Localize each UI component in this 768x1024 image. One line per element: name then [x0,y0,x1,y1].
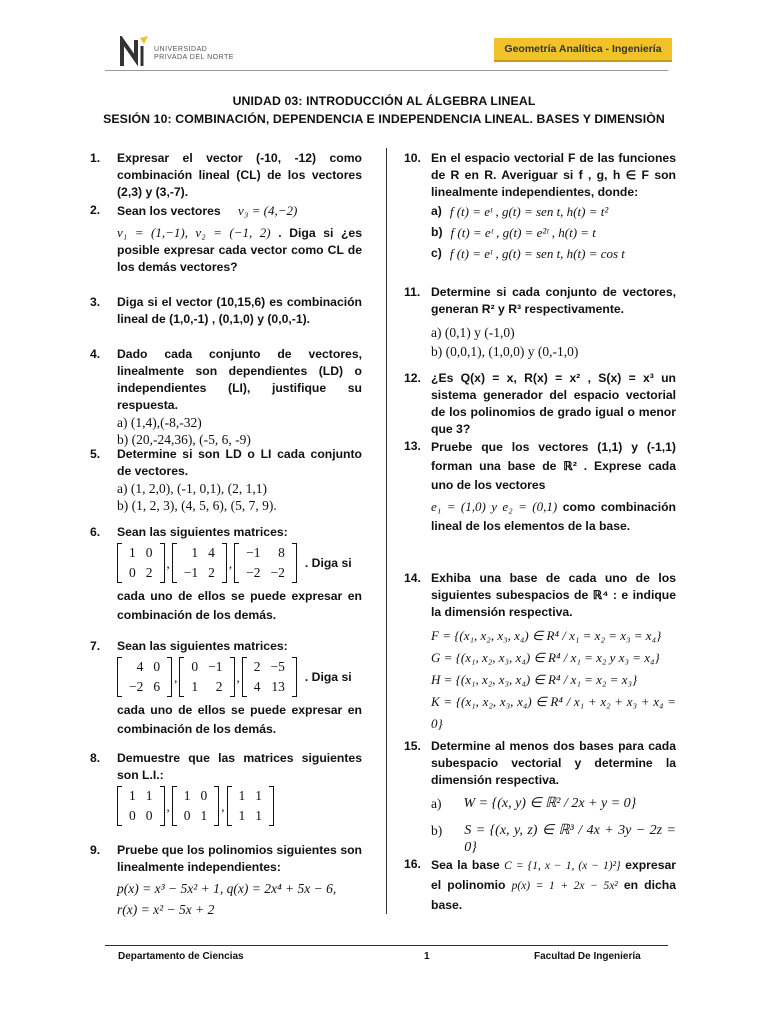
university-logo [120,36,240,70]
matrix-left-bracket [117,786,122,826]
matrix-entry: 0 [191,659,199,674]
polynomial-r: r(x) = x² − 5x + 2 [117,902,215,917]
exercise-5 [90,446,362,514]
exercise-number: 5. [90,447,101,461]
option-c: f (t) = eᵗ , g(t) = sen t, h(t) = cos t [449,246,625,261]
matrix-left-bracket [242,657,247,697]
matrix-3 [234,543,297,583]
exercise-number: 10. [404,151,421,165]
exercise-text: cada uno de ellos se puede expresar en combinación de los demás. [117,589,362,622]
exercise-text: Pruebe que los vectores (1,1) y (-1,1) forman una base de ℝ² . Exprese cada uno de los vectores [431,440,676,492]
exercise-16 [404,856,676,915]
matrix-right-bracket [214,786,219,826]
exercise-text: expresar el polinomio [431,858,676,892]
matrix-body [234,786,268,826]
option-a: W = {(x, y) ∈ ℝ² / 2x + y = 0} [463,796,637,811]
matrix-right-bracket [160,543,165,583]
logo-line-1: UNIVERSIDAD [154,46,208,53]
session-title: SESIÓN 10: COMBINACIÓN, DEPENDENCIA E INDEPENDENCIA LINEAL. BASES Y DIMENSIÒN [103,112,665,126]
matrix-entry: 0 [129,565,136,580]
matrix-entry: 4 [208,545,215,560]
matrix-2 [172,786,220,826]
exercise-6: 6. Sean las siguientes matrices: 1 0 0 2 , 1 4 −1 2 , −1 8 −2 −2 . Diga si cada uno de ellos se puede expresar en combinación de los demás. [90,524,362,625]
exercise-12 [404,370,676,438]
option-b: f (t) = eᵗ , g(t) = e²ᵗ , h(t) = t [450,225,596,240]
page-number: 1 [424,951,430,962]
exercise-text: en dicha base. [431,878,676,912]
exercise-number: 7. [90,639,101,653]
unit-title: UNIDAD 03: INTRODUCCIÓN AL ÁLGEBRA LINEAL [232,94,536,108]
matrix-left-bracket [172,786,177,826]
matrix-right-bracket [292,657,297,697]
exercise-10 [404,150,676,262]
exercise-number: 16. [404,857,421,871]
logo-line-2: PRIVADA DEL NORTE [154,54,234,61]
matrix-entry: −2 [246,565,261,580]
matrix-entry: 2 [215,679,223,694]
matrix-entry: 1 [255,788,262,803]
column-divider [386,148,387,914]
option-label: a) [431,796,442,811]
footer-department: Departamento de Ciencias [118,951,244,962]
subspace-G: G = {(x₁, x₂, x₃, x₄) ∈ R⁴ / x₁ = x₂ y x₃ = x₄} [431,650,660,665]
matrix-entry: 1 [255,808,262,823]
exercise-14 [404,570,676,735]
exercise-3 [90,294,362,328]
exercise-text: Sean las siguientes matrices: [117,525,288,539]
option-b: b) (0,0,1), (1,0,0) y (0,-1,0) [431,344,579,359]
base-C: C = {1, x − 1, (x − 1)²} [504,860,621,872]
course-badge: Geometría Analítica - Ingeniería [494,38,672,62]
exercise-text: Determine si cada conjunto de vectores, generan R² y R³ respectivamente. [431,285,676,316]
option-label: c) [431,246,442,260]
subspace-F: F = {(x₁, x₂, x₃, x₄) ∈ R⁴ / x₁ = x₂ = x₃ = x₄} [431,628,662,643]
matrix-right-bracket [292,543,297,583]
matrix-body [124,786,158,826]
exercise-text: Expresar el vector (-10, -12) como combinación lineal (CL) de los vectores (2,3) y (3,-7). [117,151,362,199]
matrix-right-bracket [160,786,165,826]
matrix-left-bracket [172,543,177,583]
matrix-body [179,543,220,583]
exercise-text: Pruebe que los polinomios siguientes son linealmente independientes: [117,843,362,874]
matrix-1 [117,543,165,583]
option-label: b) [431,225,443,239]
matrix-entry: 0 [153,659,161,674]
matrix-entry: −1 [246,545,261,560]
matrix-entry: −2 [270,565,285,580]
matrix-entry: 0 [129,808,136,823]
matrix-entry: 4 [253,679,261,694]
matrix-entry: 1 [200,808,208,823]
matrix-entry: 1 [183,788,191,803]
option-a: a) (1, 2,0), (-1, 0,1), (2, 1,1) [117,481,267,496]
matrix-left-bracket [227,786,232,826]
matrix-right-bracket [167,657,172,697]
exercise-number: 1. [90,151,101,165]
matrix-entry: 2 [253,659,261,674]
exercise-text: En el espacio vectorial F de las funciones de R en R. Averiguar si f , g, h ∈ F son linealmente independientes, donde: [431,151,676,199]
matrix-right-bracket [230,657,235,697]
exercise-text: Determine al menos dos bases para cada subespacio vectorial y determine la dimensión respectiva. [431,739,676,787]
exercise-number: 8. [90,751,101,765]
exercise-text: Exhiba una base de cada uno de los siguientes subespacios de ℝ⁴ : e indique la dimensión respectiva. [431,571,676,619]
header-divider [105,70,668,71]
exercise-number: 4. [90,347,101,361]
option-b: b) (20,-24,36), (-5, 6, -9) [117,432,251,447]
matrix-entry: 6 [153,679,161,694]
exercise-2 [90,202,362,276]
matrix-left-bracket [234,543,239,583]
footer-divider [105,945,668,946]
option-label: b) [431,823,443,838]
matrix-body [179,786,213,826]
unit-vectors: e₁ = (1,0) y e₂ = (0,1) [431,499,558,514]
exercise-number: 12. [404,371,421,385]
matrix-entry: 2 [208,565,215,580]
matrix-body [241,543,290,583]
vectors-v1-v2: v₁ = (1,−1), v₂ = (−1, 2) [117,225,271,240]
matrix-2 [179,657,234,697]
matrix-body [186,657,227,697]
matrix-entry: −1 [183,565,199,580]
exercise-1 [90,150,362,201]
matrix-3 [242,657,297,697]
exercise-text: Demuestre que las matrices siguientes son L.I.: [117,751,362,782]
matrix-entry: 1 [129,788,136,803]
exercise-number: 9. [90,843,101,857]
matrix-entry: 1 [191,679,199,694]
matrix-1 [117,786,165,826]
polynomial-p: p(x) = 1 + 2x − 5x² [511,880,618,892]
exercise-text: Sean las siguientes matrices: [117,639,288,653]
exercise-number: 14. [404,571,421,585]
footer-faculty: Facultad De Ingeniería [534,951,641,962]
option-a: a) (0,1) y (-1,0) [431,325,515,340]
matrix-body [124,657,165,697]
matrix-1 [117,657,172,697]
matrix-right-bracket [269,786,274,826]
matrix-entry: 0 [200,788,208,803]
matrix-3 [227,786,275,826]
polynomials-p-q: p(x) = x³ − 5x² + 1, q(x) = 2x⁴ + 5x − 6, [117,881,337,896]
exercise-text: Diga si el vector (10,15,6) es combinación lineal de (1,0,-1) , (0,1,0) y (0,0,-1). [117,295,362,326]
matrix-entry: −5 [270,659,285,674]
exercise-number: 11. [404,285,421,299]
matrix-right-bracket [222,543,227,583]
exercise-4 [90,346,362,448]
matrix-entry: 1 [145,788,153,803]
matrix-entry: 1 [238,788,246,803]
exercise-number: 6. [90,525,101,539]
exercise-text: cada uno de ellos se puede expresar en combinación de los demás. [117,703,362,736]
option-a: f (t) = eᵗ , g(t) = sen t, h(t) = t² [449,204,609,219]
subspace-H: H = {(x₁, x₂, x₃, x₄) ∈ R⁴ / x₁ = x₂ = x₃} [431,672,638,687]
matrix-2 [172,543,227,583]
exercise-text: como combinación lineal de los elementos de la base. [431,500,677,533]
matrix-entry: 4 [136,659,144,674]
exercise-text: . Diga si [304,669,352,684]
option-b: b) (1, 2, 3), (4, 5, 6), (5, 7, 9). [117,498,277,513]
exercise-text: . Diga si [304,555,352,570]
exercise-15 [404,738,676,856]
matrix-entry: 1 [191,545,199,560]
exercise-11 [404,284,676,360]
matrix-entry: −1 [208,659,223,674]
matrix-left-bracket [117,543,122,583]
matrix-entry: 0 [145,808,153,823]
logo-text [154,46,234,62]
matrix-body [249,657,290,697]
matrix-entry: 2 [145,565,153,580]
exercise-lead: Sea la base [431,858,500,872]
exercise-text: Determine si son LD o LI cada conjunto de vectores. [117,447,362,478]
exercise-9 [90,842,362,918]
matrix-entry: 1 [129,545,136,560]
matrix-left-bracket [117,657,122,697]
exercise-number: 13. [404,439,421,453]
exercise-13 [404,438,676,536]
exercise-text: . Diga si ¿es posible expresar cada vector como CL de los demás vectores? [117,226,362,274]
matrix-entry: 0 [183,808,191,823]
vector-v3: v₃ = (4,−2) [238,203,298,218]
exercise-lead: Sean los vectores [117,204,221,218]
exercise-7: 7. Sean las siguientes matrices: 4 0 −2 6 , 0 −1 1 2 , 2 −5 4 13 . Diga si cada uno de ellos se puede expresar en combinación de los demás. [90,638,362,739]
matrix-entry: 0 [145,545,153,560]
option-b: S = {(x, y, z) ∈ ℝ³ / 4x + 3y − 2z = 0} [464,823,676,855]
matrix-body [124,543,158,583]
subspace-K: K = {(x₁, x₂, x₃, x₄) ∈ R⁴ / x₁ + x₂ + x₃ + x₄ = 0} [431,694,676,731]
exercise-8: 8. Demuestre que las matrices siguientes son L.I.: 1 1 0 0 , 1 0 0 1 , 1 1 1 1 [90,750,362,826]
option-label: a) [431,204,442,218]
matrix-entry: −2 [129,679,144,694]
matrix-left-bracket [179,657,184,697]
exercise-number: 3. [90,295,101,309]
matrix-entry: 8 [278,545,285,560]
matrix-entry: 1 [238,808,246,823]
upn-logo-icon [120,36,150,68]
exercise-text: ¿Es Q(x) = x, R(x) = x² , S(x) = x³ un sistema generador del espacio vectorial de los polinomios de grado igual o menor que 3? [431,371,676,436]
exercise-text: Dado cada conjunto de vectores, linealmente son dependientes (LD) o independientes (LI), justifique su respuesta. [117,347,362,412]
matrix-entry: 13 [271,679,285,694]
option-a: a) (1,4),(-8,-32) [117,415,202,430]
exercise-number: 2. [90,203,101,217]
exercise-number: 15. [404,739,421,753]
